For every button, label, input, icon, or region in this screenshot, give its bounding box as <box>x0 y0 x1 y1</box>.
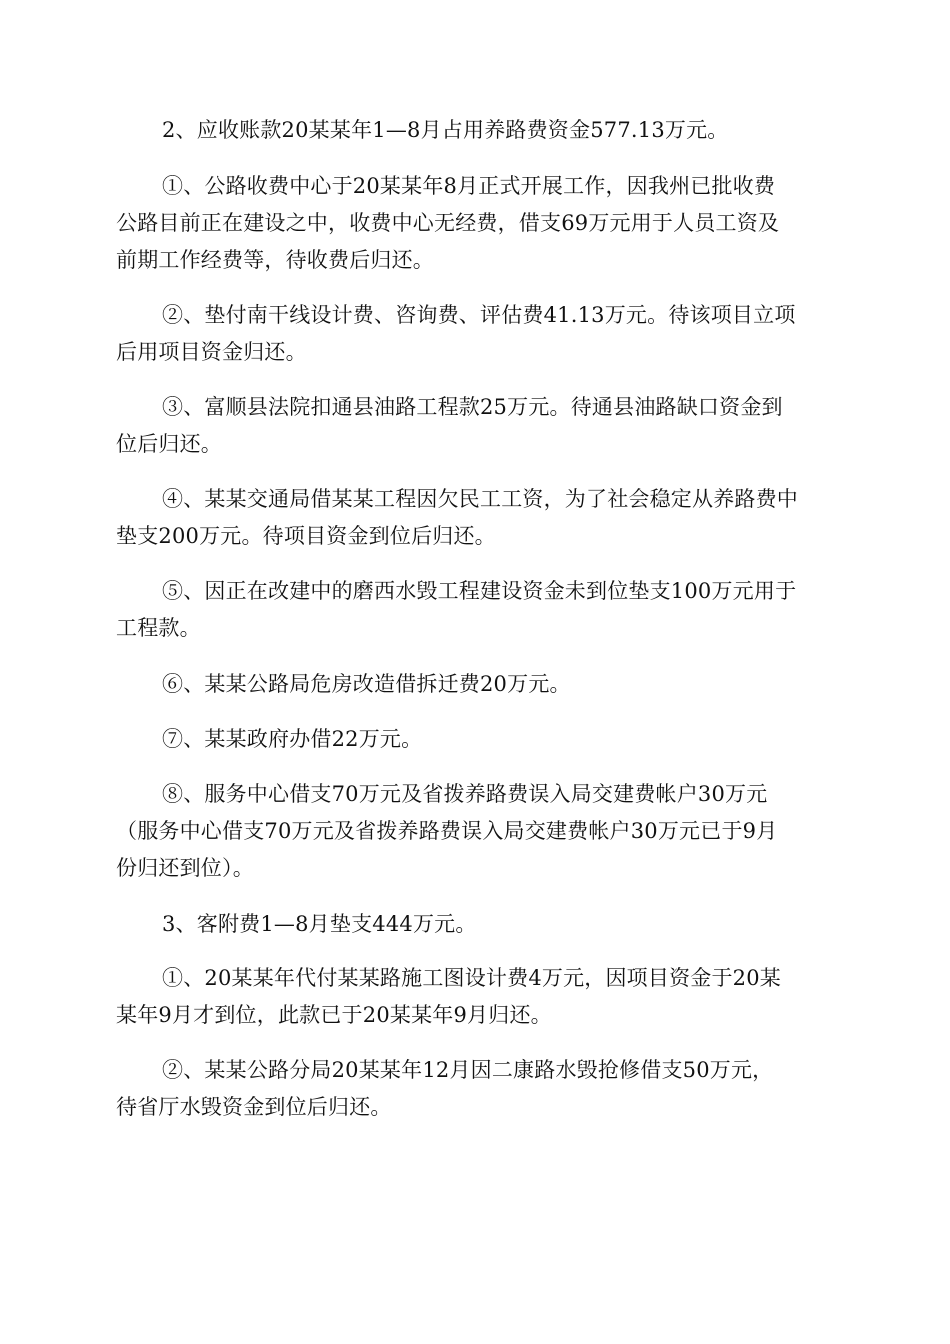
paragraph-passenger-fee-heading <box>116 906 838 943</box>
text-line: ②、某某公路分局20某某年12月因二康路水毁抢修借支50万元， <box>162 1058 774 1082</box>
text-line: 份归还到位）。 <box>116 856 254 880</box>
text-line: 位后归还。 <box>116 432 222 456</box>
text-line: 前期工作经费等，待收费后归还。 <box>116 248 434 272</box>
text-line: ②、垫付南干线设计费、咨询费、评估费41.13万元。待该项目立项 <box>162 303 796 327</box>
text-line: 待省厅水毁资金到位后归还。 <box>116 1095 392 1119</box>
paragraph-item-2 <box>116 297 838 371</box>
text-line: 公路目前正在建设之中，收费中心无经费，借支69万元用于人员工资及 <box>116 211 780 235</box>
text-line: 2、应收账款20某某年1—8月占用养路费资金577.13万元。 <box>162 118 729 142</box>
text-line: ⑥、某某公路局危房改造借拆迁费20万元。 <box>162 672 571 696</box>
paragraph-item-7 <box>116 721 838 758</box>
paragraph-receivables-heading <box>116 112 838 149</box>
paragraph-item-3 <box>116 389 838 463</box>
text-line: 垫支200万元。待项目资金到位后归还。 <box>116 524 496 548</box>
text-line: ⑤、因正在改建中的磨西水毁工程建设资金未到位垫支100万元用于 <box>162 579 797 603</box>
text-line: （服务中心借支70万元及省拨养路费误入局交建费帐户30万元已于9月 <box>116 819 778 843</box>
text-line: 某年9月才到位，此款已于20某某年9月归还。 <box>116 1003 552 1027</box>
text-line: ④、某某交通局借某某工程因欠民工工资，为了社会稳定从养路费中 <box>162 487 798 511</box>
paragraph-item-1 <box>116 168 838 279</box>
text-line: ⑧、服务中心借支70万元及省拨养路费误入局交建费帐户30万元 <box>162 782 768 806</box>
paragraph-item-8 <box>116 776 838 887</box>
text-line: 3、客附费1—8月垫支444万元。 <box>162 912 477 936</box>
paragraph-item-6 <box>116 666 838 703</box>
text-line: ①、20某某年代付某某路施工图设计费4万元，因项目资金于20某 <box>162 966 782 990</box>
text-line: ⑦、某某政府办借22万元。 <box>162 727 423 751</box>
paragraph-item-5 <box>116 573 838 647</box>
paragraph-fee-item-1 <box>116 960 838 1034</box>
text-line: 工程款。 <box>116 616 201 640</box>
text-line: 后用项目资金归还。 <box>116 340 307 364</box>
paragraph-fee-item-2 <box>116 1052 838 1126</box>
text-line: ③、富顺县法院扣通县油路工程款25万元。待通县油路缺口资金到 <box>162 395 783 419</box>
paragraph-item-4 <box>116 481 838 555</box>
text-line: ①、公路收费中心于20某某年8月正式开展工作，因我州已批收费 <box>162 174 776 198</box>
